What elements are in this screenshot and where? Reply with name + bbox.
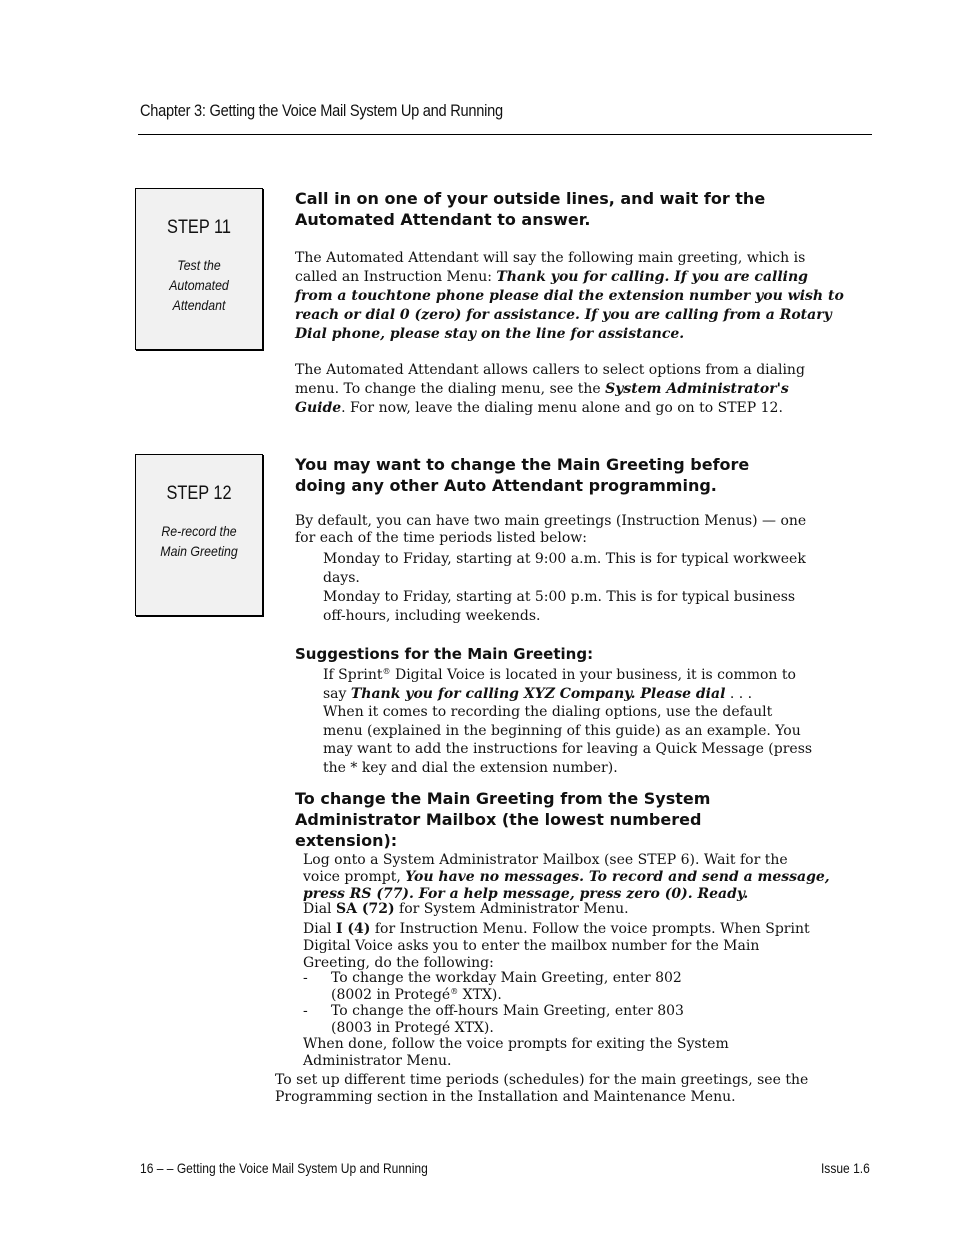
change-step-c: Dial I (4) for Instruction Menu. Follow the voice prompts. When Sprint Digital Voice asks you to enter the mailbox number for the Main Greeting, do the following: (303, 921, 810, 971)
list-item: Monday to Friday, starting at 5:00 p.m. This is for typical business (323, 589, 796, 605)
change-dash-2: - (303, 1003, 308, 1019)
step-12-subtitle: Re-record the Main Greeting (160, 523, 238, 559)
change-step-a: Log onto a System Administrator Mailbox (see STEP 6). Wait for the voice prompt, You have no messages. To record and send a message, press RS (77). For a help message, press zero (0). Ready. (303, 852, 830, 902)
step-12-heading: You may want to change the Main Greeting before doing any other Auto Attendant programming. (295, 455, 750, 495)
step-11-label: STEP 11 (167, 217, 231, 238)
list-item: If Sprint® Digital Voice is located in your business, it is common to (323, 667, 796, 683)
header-rule (138, 134, 872, 135)
footer-left: 16 – – Getting the Voice Mail System Up and Running (140, 1160, 428, 1176)
step-12-list: Monday to Friday, starting at 9:00 a.m. This is for typical workweek days. Monday to Friday, starting at 5:00 p.m. This is for typical business off-hours, including weekends. (323, 551, 806, 624)
list-item: When it comes to recording the dialing options, use the default (323, 704, 773, 720)
step-12-box (135, 454, 263, 616)
step-11-paragraph-1: The Automated Attendant will say the following main greeting, which is called an Instruction Menu: Thank you for calling. If you are calling from a touchtone phone please dial the extension number you wish to reach or dial 0 (zero) for assistance. If you are calling from a Rotary Dial phone, please stay on the line for assistance. (295, 250, 844, 342)
suggestions-heading: Suggestions for the Main Greeting: (295, 645, 594, 663)
change-dash-item-2: To change the off-hours Main Greeting, enter 803 (8003 in Protegé XTX). (331, 1003, 684, 1036)
step-11-heading: Call in on one of your outside lines, and wait for the Automated Attendant to answer. (295, 189, 766, 229)
suggestions-list: If Sprint® Digital Voice is located in your business, it is common to say Thank you for calling XYZ Company. Please dial . . . When it comes to recording the dialing options, use the default menu (explained in the beginning of this guide) as an example. You may want to add the instructions for leaving a Quick Message (press the * key and dial the extension number). (323, 667, 813, 776)
change-closing-paragraph: To set up different time periods (schedules) for the main greetings, see the Programming section in the Installation and Maintenance Menu. (275, 1072, 809, 1105)
step-11-subtitle: Test the Automated Attendant (169, 257, 229, 313)
step-12-intro: By default, you can have two main greetings (Instruction Menus) — one for each of the time periods listed below: (295, 513, 807, 546)
change-greeting-heading: To change the Main Greeting from the System Administrator Mailbox (the lowest numbered extension): (295, 789, 711, 850)
page-header: Chapter 3: Getting the Voice Mail System Up and Running (140, 101, 503, 120)
list-item: Monday to Friday, starting at 9:00 a.m. This is for typical workweek (323, 551, 806, 567)
change-step-b: Dial SA (72) for System Administrator Menu. (303, 901, 629, 917)
step-12-label: STEP 12 (166, 483, 232, 504)
step-11-box (135, 188, 263, 350)
change-step-e: When done, follow the voice prompts for exiting the System Administrator Menu. (303, 1036, 729, 1069)
step-11-paragraph-2: The Automated Attendant allows callers to select options from a dialing menu. To change the dialing menu, see the System Administrator's Guide. For now, leave the dialing menu alone and go on to STEP 12. (295, 362, 805, 416)
change-dash-1: - (303, 970, 308, 986)
footer-right: Issue 1.6 (821, 1160, 870, 1176)
change-dash-item-1: To change the workday Main Greeting, enter 802 (8002 in Protegé® XTX). (331, 970, 682, 1003)
